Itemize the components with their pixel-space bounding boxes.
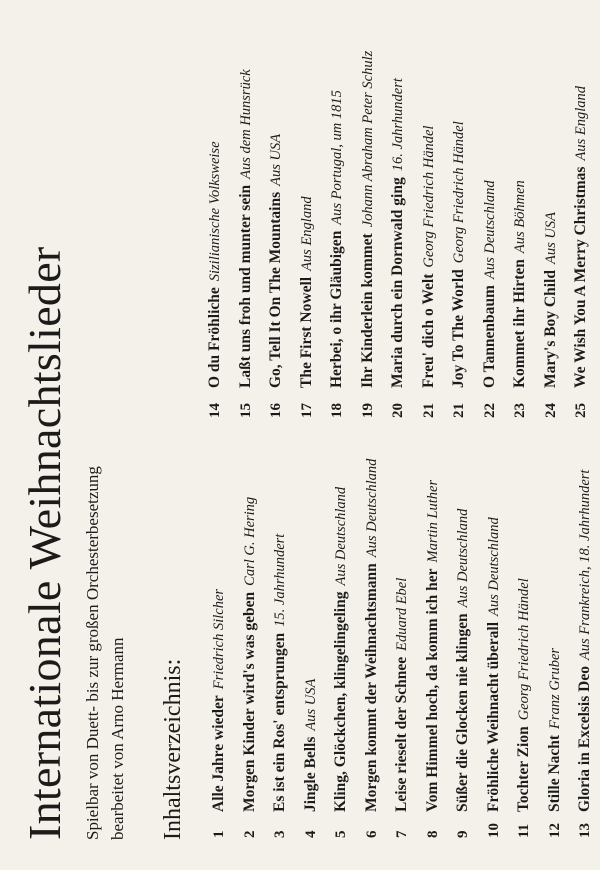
song-origin: Aus USA xyxy=(268,133,284,186)
entry-number: 5 xyxy=(333,830,349,838)
song-origin: Martin Luther xyxy=(424,479,441,563)
toc-entry xyxy=(261,51,292,418)
toc-entry xyxy=(353,51,384,418)
song-title: Alle Jahre wieder xyxy=(210,695,227,812)
toc-entry xyxy=(566,51,597,418)
entry-number: 9 xyxy=(455,830,471,838)
toc-entry xyxy=(540,459,571,838)
song-title: Go, Tell It On The Mountains xyxy=(267,191,284,388)
entry-number: 13 xyxy=(577,823,593,838)
song-title: Morgen kommt der Weihnachtsmann xyxy=(362,563,380,812)
entry-number: 14 xyxy=(207,403,223,418)
song-title: Ihr Kinderlein kommet xyxy=(358,233,376,388)
toc-entry xyxy=(265,459,296,838)
song-origin: Franz Gruber xyxy=(546,647,563,729)
toc-entry xyxy=(231,51,262,418)
toc-entry xyxy=(505,51,536,418)
entry-number: 4 xyxy=(302,830,319,838)
entry-number: 15 xyxy=(237,403,254,418)
toc-entry xyxy=(418,459,449,838)
song-origin: Georg Friedrich Händel xyxy=(451,121,467,264)
toc-entry xyxy=(536,51,567,418)
toc-entry xyxy=(475,51,506,418)
toc-entry xyxy=(414,51,445,418)
song-title: Süßer die Glocken nie klingen xyxy=(454,613,471,812)
entry-number: 1 xyxy=(211,830,227,838)
entry-number: 12 xyxy=(546,823,563,838)
toc-entry xyxy=(322,51,353,418)
song-origin: 15. Jahrhundert xyxy=(272,533,288,627)
song-origin: Aus England xyxy=(573,86,589,161)
song-origin: Aus Deutschland xyxy=(485,517,502,616)
toc-entry xyxy=(292,51,323,418)
entry-number: 22 xyxy=(481,403,498,418)
song-title: Freu' dich o Welt xyxy=(419,273,437,388)
song-origin: Aus USA xyxy=(302,678,319,731)
entry-number: 8 xyxy=(424,830,441,838)
song-title: O du Fröhliche xyxy=(206,287,223,388)
song-origin: 16. Jahrhundert xyxy=(390,78,406,172)
song-origin: Aus Deutschland xyxy=(455,508,471,608)
entry-number: 20 xyxy=(390,403,406,418)
song-origin: Aus USA xyxy=(542,212,559,265)
toc-entry xyxy=(509,459,540,838)
song-title: Morgen Kinder wird's was geben xyxy=(240,591,258,812)
toc-entry xyxy=(570,459,600,838)
song-origin: Georg Friedrich Händel xyxy=(516,578,532,721)
song-title: Es ist ein Ros' entsprungen xyxy=(271,632,288,812)
song-origin: Aus Böhmen xyxy=(512,180,528,254)
song-title: Laßt uns froh und munter sein xyxy=(236,184,254,388)
entry-number: 11 xyxy=(516,823,532,838)
song-origin: Aus Portugal, um 1815 xyxy=(329,90,345,225)
song-title: Maria durch ein Dornwald ging xyxy=(389,177,406,388)
song-origin: Friedrich Silcher xyxy=(211,588,227,690)
song-title: Joy To The World xyxy=(450,269,467,388)
entry-number: 25 xyxy=(573,403,589,418)
arranger-line: bearbeitet von Arno Hermann xyxy=(108,637,127,840)
entry-number: 6 xyxy=(363,830,380,838)
song-title: O Tannenbaum xyxy=(480,285,498,388)
toc-entry xyxy=(383,51,414,418)
toc-right-column xyxy=(200,51,597,418)
toc-left-column xyxy=(204,459,600,838)
song-origin: Carl G. Hering xyxy=(241,496,258,586)
song-origin: Aus Frankreich, 18. Jahrhundert xyxy=(577,469,593,661)
subtitle-line: Spielbar von Duett- bis zur großen Orchesterbesetzung xyxy=(83,466,102,840)
song-origin: Eduard Ebel xyxy=(394,577,410,651)
song-origin: Georg Friedrich Händel xyxy=(420,125,437,268)
entry-number: 10 xyxy=(485,823,502,838)
entry-number: 16 xyxy=(268,403,284,418)
toc-entry xyxy=(204,459,235,838)
song-origin: Aus Deutschland xyxy=(333,486,349,586)
song-title: Tochter Zion xyxy=(515,726,532,812)
song-title: Vom Himmel hoch, da komm ich her xyxy=(423,568,441,812)
song-title: Stille Nacht xyxy=(545,734,563,812)
song-title: Herbei, o ihr Gläubigen xyxy=(328,230,345,388)
entry-number: 17 xyxy=(298,403,315,418)
toc-entry xyxy=(444,51,475,418)
song-title: Kommet ihr Hirten xyxy=(511,259,528,388)
song-origin: Sizilianische Volksweise xyxy=(207,141,223,282)
toc-entry xyxy=(479,459,510,838)
toc-entry xyxy=(200,51,231,418)
entry-number: 21 xyxy=(420,403,437,418)
song-title: Leise rieselt der Schnee xyxy=(393,656,410,812)
song-origin: Aus Deutschland xyxy=(363,458,380,558)
song-title: Mary's Boy Child xyxy=(541,270,559,388)
entry-number: 21 xyxy=(451,403,467,418)
song-title: Jingle Bells xyxy=(301,736,319,812)
song-title: The First Nowell xyxy=(297,276,315,388)
toc-entry xyxy=(235,459,266,838)
toc-entry xyxy=(448,459,479,838)
entry-number: 18 xyxy=(329,403,345,418)
toc-entry xyxy=(296,459,327,838)
song-origin: Aus England xyxy=(298,196,315,271)
entry-number: 7 xyxy=(394,830,410,838)
song-title: Fröhliche Weihnacht überall xyxy=(484,621,502,812)
entry-number: 19 xyxy=(359,403,376,418)
entry-number: 3 xyxy=(272,830,288,838)
subtitle-block xyxy=(80,466,130,840)
toc-entry xyxy=(326,459,357,838)
song-origin: Aus Deutschland xyxy=(481,180,498,280)
toc-entry xyxy=(387,459,418,838)
song-origin: Johann Abraham Peter Schulz xyxy=(359,50,376,228)
toc-heading: Inhaltsverzeichnis: xyxy=(160,658,186,840)
page-title: Internationale Weihnachtslieder xyxy=(19,246,70,840)
song-title: Gloria in Excelsis Deo xyxy=(576,666,593,812)
entry-number: 24 xyxy=(542,403,559,418)
entry-number: 23 xyxy=(512,403,528,418)
song-title: Kling, Glöckchen, klingelingeling xyxy=(332,591,349,812)
song-title: We Wish You A Merry Christmas xyxy=(572,166,589,388)
song-origin: Aus dem Hunsrück xyxy=(237,69,254,179)
toc-entry xyxy=(357,459,388,838)
entry-number: 2 xyxy=(241,830,258,838)
